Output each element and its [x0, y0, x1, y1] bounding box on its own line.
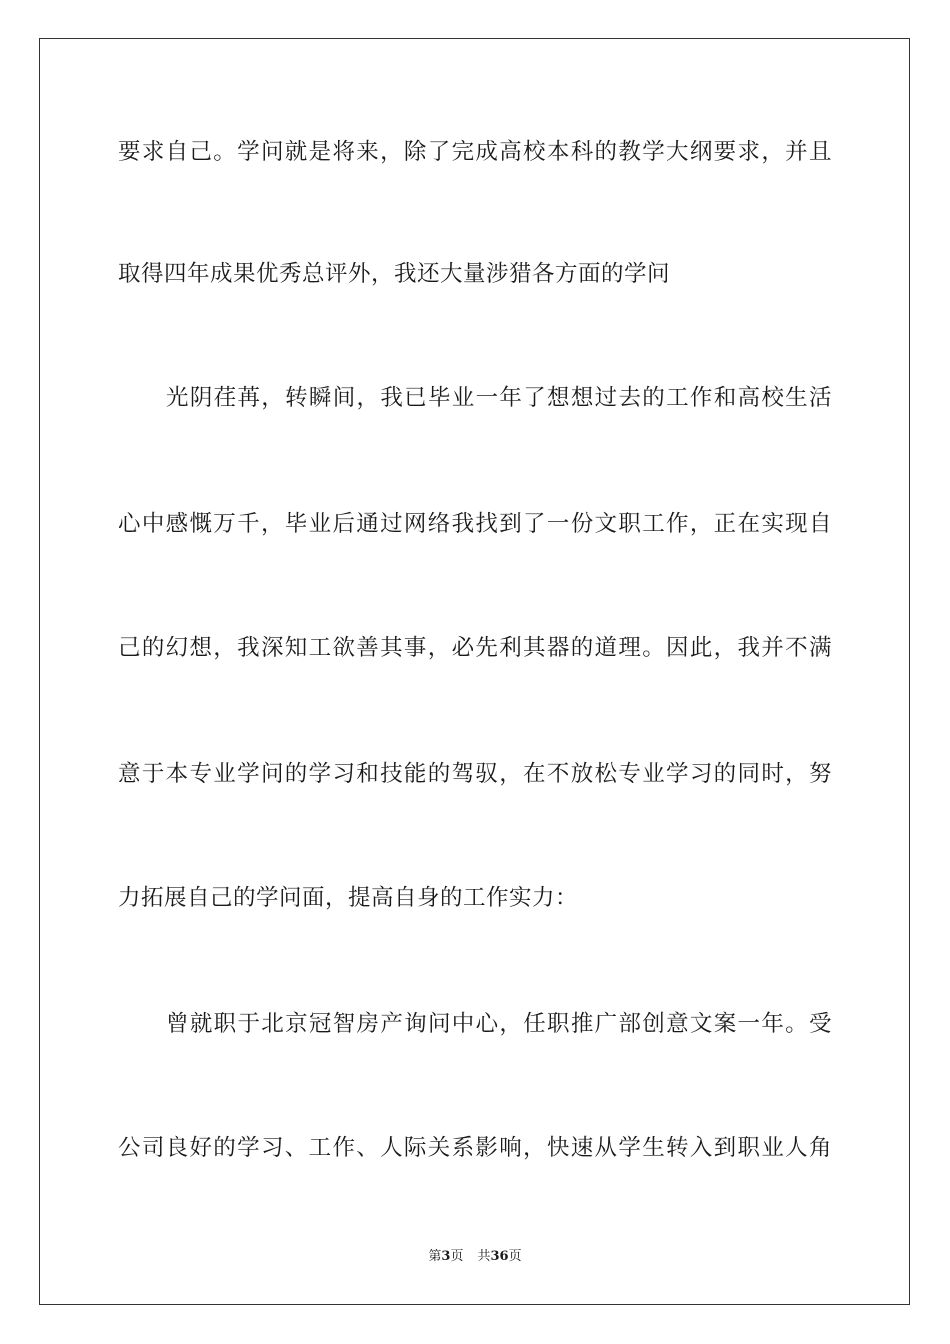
paragraph-3-line-1: 曾就职于北京冠智房产询问中心，任职推广部创意文案一年。受 [166, 1011, 832, 1037]
footer-total-suffix: 页 [508, 1249, 522, 1264]
paragraph-2-line-2: 心中感慨万千，毕业后通过网络我找到了一份文职工作，正在实现自 [118, 511, 832, 537]
footer-page-suffix: 页 [450, 1249, 464, 1264]
footer-page-total: 36 [490, 1249, 509, 1264]
footer-total-prefix: 共 [477, 1249, 491, 1264]
paragraph-3-line-2: 公司良好的学习、工作、人际关系影响，快速从学生转入到职业人角 [118, 1135, 832, 1161]
page-footer [0, 1248, 950, 1266]
paragraph-2-line-5: 力拓展自己的学问面，提高自身的工作实力： [118, 885, 579, 911]
footer-page-current: 3 [441, 1249, 451, 1264]
text-line-2: 取得四年成果优秀总评外，我还大量涉猎各方面的学问 [118, 261, 671, 287]
text-line-1: 要求自己。学问就是将来，除了完成高校本科的教学大纲要求，并且 [118, 139, 832, 165]
paragraph-2-line-4: 意于本专业学问的学习和技能的驾驭，在不放松专业学习的同时，努 [118, 761, 832, 787]
paragraph-2-line-1: 光阴荏苒，转瞬间，我已毕业一年了想想过去的工作和高校生活 [166, 385, 832, 411]
page-border [39, 38, 910, 1305]
footer-page-prefix: 第 [428, 1249, 442, 1264]
paragraph-2-line-3: 己的幻想，我深知工欲善其事，必先利其器的道理。因此，我并不满 [118, 635, 832, 661]
